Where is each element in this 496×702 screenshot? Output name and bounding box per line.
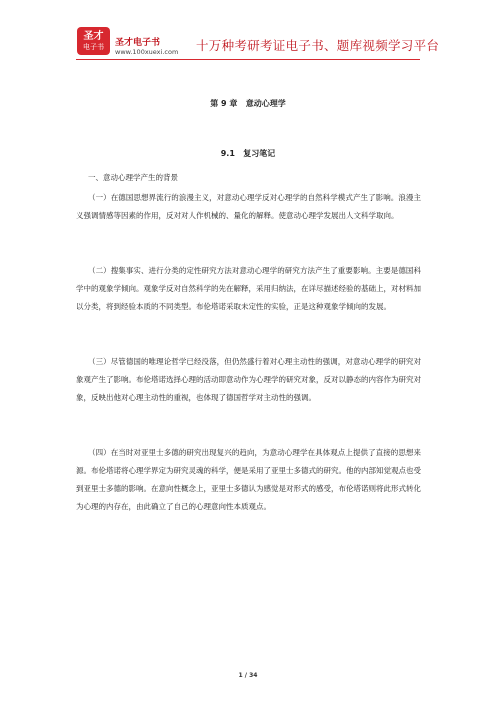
logo [77, 27, 110, 55]
header-divider [76, 59, 420, 60]
section-title: 9.1 复习笔记 [220, 149, 276, 158]
paragraph-4: （四）在当时对亚里士多德的研究出现复兴的趋向，为意动心理学在具体观点上提供了直接的思想来源。布伦塔诺将心理学界定为研究灵魂的科学，便是采用了亚里士多德式的研究。他的内部知觉观点也受到亚里士多德的影响。在意向性概念上，亚里士多德认为感觉是对形式的感受，布伦塔诺则将此形式转化为心理的内存在，由此确立了自己的心理意向性本质观点。 [76, 448, 421, 511]
brand-name: 圣才电子书 [115, 38, 161, 48]
brand-url: www.100xuexi.com [115, 48, 179, 56]
page-header [0, 0, 496, 62]
page-number: 1 / 34 [238, 672, 258, 679]
logo-line1: 圣才 [83, 30, 104, 42]
paragraph-1: （一）在德国思想界流行的浪漫主义，对意动心理学反对心理学的自然科学模式产生了影响。浪漫主义强调情感等因素的作用，反对对人作机械的、量化的解释。使意动心理学发展出人文科学取向。 [76, 193, 421, 220]
logo-line2: 电子书 [83, 42, 104, 51]
paragraph-2: （二）搜集事实、进行分类的定性研究方法对意动心理学的研究方法产生了重要影响。主要是德国科学中的观象学倾向。观象学反对自然科学的先在解释，采用归纳法，在详尽描述经验的基础上，对材料加以分类，将到经验本质的不同类型。布伦塔诺采取未定性的实验，正是这种观象学倾向的发展。 [76, 266, 421, 311]
paragraph-3: （三）尽管德国的唯理论哲学已经没落，但仍然盛行着对心理主动性的强调，对意动心理学的研究对象观产生了影响。布伦塔诺选择心理的活动即意动作为心理学的研究对象，反对以静态的内容作为研究对象，反映出他对心理主动性的重视，也体现了德国哲学对主动性的强调。 [76, 357, 421, 402]
section-heading: 一、意动心理学产生的背景 [88, 173, 178, 182]
header-slogan: 十万种考研考证电子书、题库视频学习平台 [196, 38, 440, 53]
chapter-title: 第 9 章 意动心理学 [210, 99, 286, 108]
